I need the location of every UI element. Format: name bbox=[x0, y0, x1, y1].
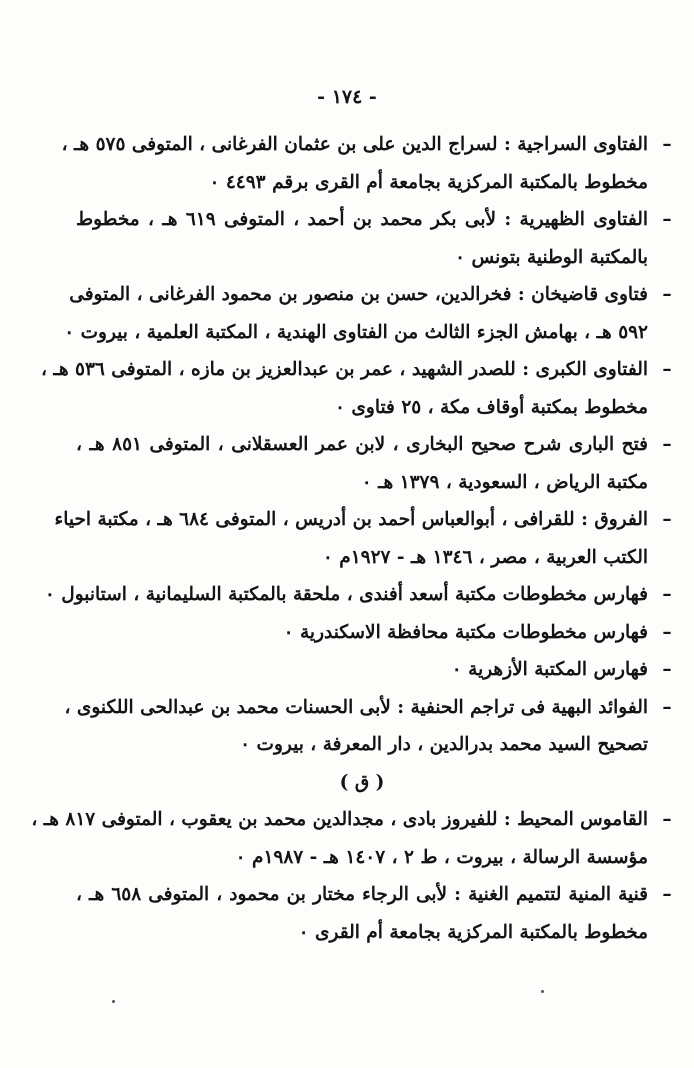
bibliography-entry bbox=[44, 576, 676, 614]
entry-dash: – bbox=[662, 659, 672, 680]
entry-line: مؤسسة الرسالة ، بيروت ، ط ٢ ، ١٤٠٧ هـ - ١٩٨٧م ٠ bbox=[235, 846, 648, 868]
entry-line: الفتاوى السراجية : لسراج الدين على بن عثمان الفرغانى ، المتوفى ٥٧٥ هـ ، bbox=[61, 134, 648, 155]
entry-line: بالمكتبة الوطنية بتونس ٠ bbox=[455, 246, 648, 268]
bibliography-entry bbox=[61, 126, 676, 201]
bibliography-entry bbox=[54, 501, 676, 576]
entry-dash: – bbox=[662, 209, 672, 230]
entry-line: القاموس المحيط : للفيروز بادى ، مجدالدين محمد بن يعقوب ، المتوفى ٨١٧ هـ ، bbox=[31, 809, 648, 830]
entries-group-fa bbox=[41, 126, 676, 764]
entry-line: الفتاوى الكبرى : للصدر الشهيد ، عمر بن عبدالعزيز بن مازه ، المتوفى ٥٣٦ هـ ، bbox=[41, 359, 648, 380]
entries-group-qaf bbox=[31, 801, 676, 951]
entry-line: تصحيح السيد محمد بدرالدين ، دار المعرفة ، بيروت ٠ bbox=[240, 734, 648, 755]
scan-speck bbox=[112, 1000, 115, 1003]
entry-line: الفتاوى الظهيرية : لأبى بكر محمد بن أحمد ، المتوفى ٦١٩ هـ ، مخطوط bbox=[76, 209, 648, 230]
bibliography-entry bbox=[76, 651, 676, 689]
entry-line: فهارس مخطوطات مكتبة أسعد أفندى ، ملحقة بالمكتبة السليمانية ، استانبول ٠ bbox=[44, 584, 648, 605]
bibliography-entry bbox=[76, 876, 676, 951]
bibliography-entry bbox=[76, 614, 676, 652]
bibliography-entry bbox=[31, 801, 676, 876]
bibliography-entry bbox=[76, 426, 676, 501]
entry-line: الكتب العربية ، مصر ، ١٣٤٦ هـ - ١٩٢٧م ٠ bbox=[322, 546, 648, 568]
entry-dash: – bbox=[662, 134, 672, 155]
entry-dash: – bbox=[662, 509, 672, 530]
bibliography-entry bbox=[41, 351, 676, 426]
entry-line: مكتبة الرياض ، السعودية ، ١٣٧٩ هـ ٠ bbox=[361, 471, 648, 493]
entry-dash: – bbox=[662, 621, 672, 643]
entry-line: الفوائد البهية فى تراجم الحنفية : لأبى الحسنات محمد بن عبدالحى اللكنوى ، bbox=[64, 696, 648, 718]
entry-dash: – bbox=[662, 584, 672, 605]
entry-dash: – bbox=[662, 884, 672, 905]
bibliography-entry bbox=[64, 689, 676, 764]
entry-line: مخطوط بمكتبة أوقاف مكة ، ٢٥ فتاوى ٠ bbox=[335, 396, 648, 418]
entry-line: فهارس مخطوطات مكتبة محافظة الاسكندرية ٠ bbox=[283, 621, 648, 643]
entry-dash: – bbox=[662, 284, 672, 305]
entry-dash: – bbox=[662, 434, 672, 455]
entry-dash: – bbox=[662, 696, 672, 718]
entry-line: قنية المنية لتتميم الغنية : لأبى الرجاء مختار بن محمود ، المتوفى ٦٥٨ هـ ، bbox=[76, 884, 648, 905]
entry-dash: – bbox=[662, 809, 672, 830]
entry-line: مخطوط بالمكتبة المركزية بجامعة أم القرى برقم ٤٤٩٣ ٠ bbox=[209, 171, 648, 193]
bibliography-entry bbox=[76, 201, 676, 276]
page-number: - ١٧٤ - bbox=[317, 86, 377, 108]
entry-line: الفروق : للقرافى ، أبوالعباس أحمد بن أدريس ، المتوفى ٦٨٤ هـ ، مكتبة احياء bbox=[54, 509, 648, 530]
entry-line: ٥٩٢ هـ ، بهامش الجزء الثالث من الفتاوى الهندية ، المكتبة العلمية ، بيروت ٠ bbox=[64, 321, 648, 343]
entry-line: مخطوط بالمكتبة المركزية بجامعة أم القرى ٠ bbox=[298, 921, 648, 943]
entry-line: فهارس المكتبة الأزهرية ٠ bbox=[451, 659, 648, 680]
bibliography-list bbox=[31, 126, 676, 951]
bibliography-entry bbox=[64, 276, 676, 351]
entry-line: فتح البارى شرح صحيح البخارى ، لابن عمر العسقلانى ، المتوفى ٨٥١ هـ ، bbox=[76, 434, 649, 455]
entry-dash: – bbox=[662, 359, 672, 380]
scan-speck bbox=[541, 990, 544, 993]
section-heading-qaf: ( ق ) bbox=[339, 771, 385, 793]
entry-line: فتاوى قاضيخان : فخرالدين، حسن بن منصور بن محمود الفرغانى ، المتوفى bbox=[69, 284, 648, 305]
